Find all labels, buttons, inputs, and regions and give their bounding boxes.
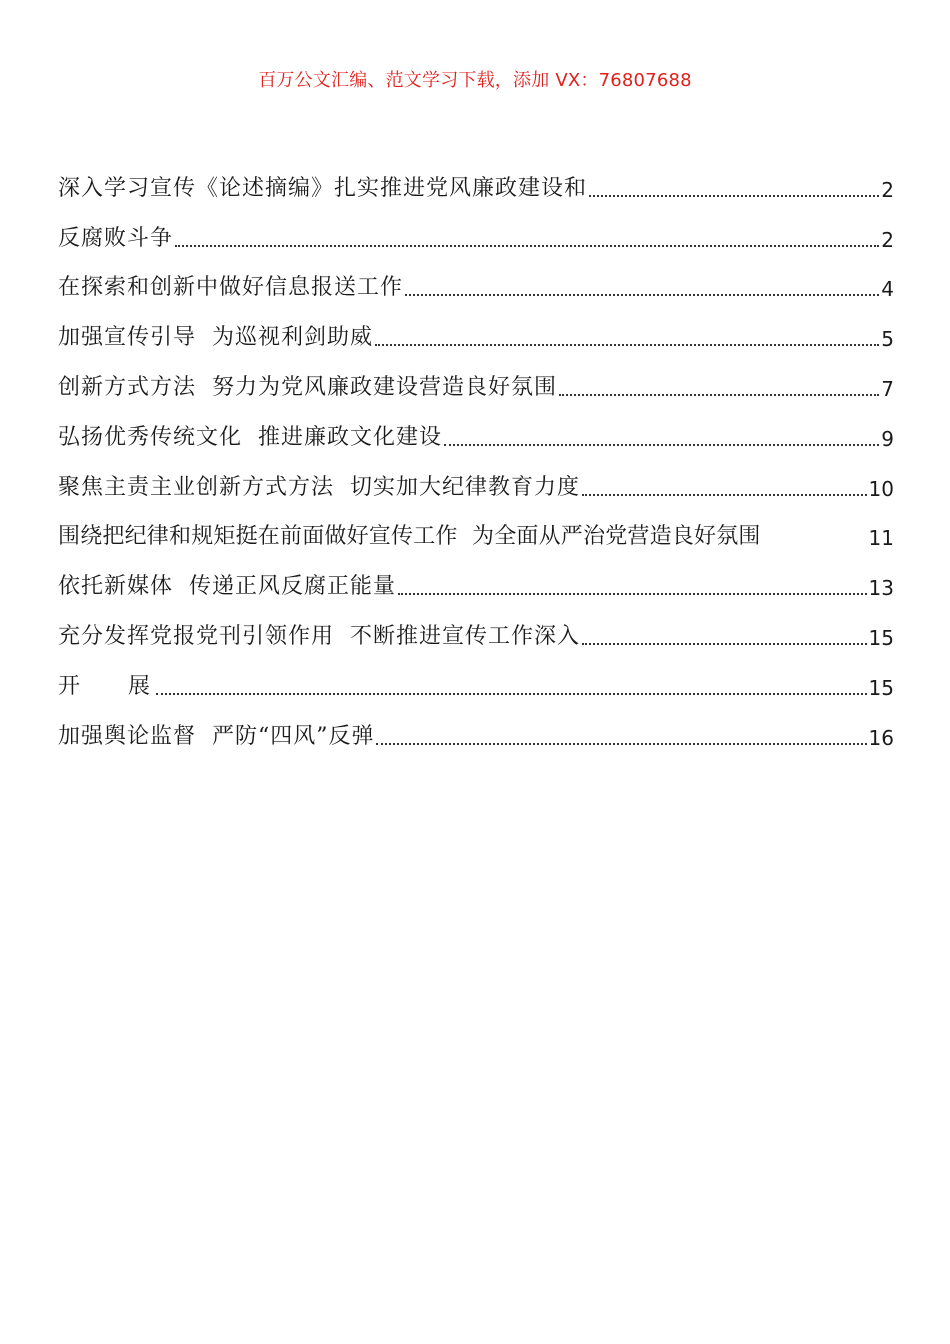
table-of-contents [58, 160, 894, 758]
toc-dot-leader [398, 593, 867, 595]
toc-entry-page: 4 [881, 277, 894, 302]
toc-dot-leader [444, 444, 879, 446]
toc-entry-page: 2 [881, 177, 894, 202]
page-header-notice: 百万公文汇编、范文学习下载，添加 VX：76807688 [258, 70, 692, 91]
toc-dot-leader [375, 344, 879, 346]
toc-entry-page: 13 [868, 576, 894, 601]
toc-entry-page: 5 [881, 327, 894, 352]
toc-entry-title: 在探索和创新中做好信息报送工作 [58, 275, 404, 301]
toc-entry-title: 加强宣传引导 为巡视利剑助威 [58, 325, 373, 351]
toc-entry[interactable] [58, 409, 894, 459]
toc-entry-page: 15 [868, 675, 894, 700]
toc-dot-leader [175, 245, 879, 247]
toc-entry-title: 弘扬优秀传统文化 推进廉政文化建设 [58, 424, 442, 450]
toc-entry[interactable] [58, 658, 894, 708]
toc-entry[interactable] [58, 160, 894, 210]
toc-dot-leader [559, 394, 879, 396]
toc-entry-title: 加强舆论监督 严防“四风”反弹 [58, 723, 375, 749]
toc-entry[interactable] [58, 210, 894, 260]
toc-dot-leader [589, 195, 879, 197]
toc-entry[interactable] [58, 359, 894, 409]
toc-entry[interactable] [58, 558, 894, 608]
toc-entry[interactable] [58, 260, 894, 310]
toc-dot-leader [405, 294, 879, 296]
toc-entry-page: 2 [881, 227, 894, 252]
toc-entry[interactable] [58, 608, 894, 658]
toc-entry-page: 11 [868, 526, 894, 551]
toc-entry-page: 16 [868, 725, 894, 750]
toc-dot-leader [582, 494, 867, 496]
toc-entry[interactable] [58, 708, 894, 758]
toc-entry-title: 围绕把纪律和规矩挺在前面做好宣传工作 为全面从严治党营造良好氛围 [58, 524, 761, 550]
toc-entry-page: 7 [881, 376, 894, 401]
toc-entry-title: 充分发挥党报党刊引领作用 不断推进宣传工作深入 [58, 623, 580, 649]
toc-dot-leader [582, 643, 867, 645]
toc-entry-page: 10 [868, 476, 894, 501]
toc-entry-page: 9 [881, 426, 894, 451]
toc-dot-leader [376, 743, 866, 745]
toc-entry-title: 开 展 [58, 673, 154, 699]
toc-entry-page: 15 [868, 625, 894, 650]
toc-entry[interactable] [58, 459, 894, 509]
toc-dot-leader [156, 693, 867, 695]
toc-entry-title: 反腐败斗争 [58, 225, 174, 251]
toc-entry[interactable] [58, 509, 894, 559]
toc-entry-title: 创新方式方法 努力为党风廉政建设营造良好氛围 [58, 374, 557, 400]
toc-entry[interactable] [58, 309, 894, 359]
toc-entry-title: 深入学习宣传《论述摘编》扎实推进党风廉政建设和 [58, 175, 588, 201]
toc-entry-title: 聚焦主责主业创新方式方法 切实加大纪律教育力度 [58, 474, 580, 500]
toc-entry-title: 依托新媒体 传递正风反腐正能量 [58, 574, 396, 600]
